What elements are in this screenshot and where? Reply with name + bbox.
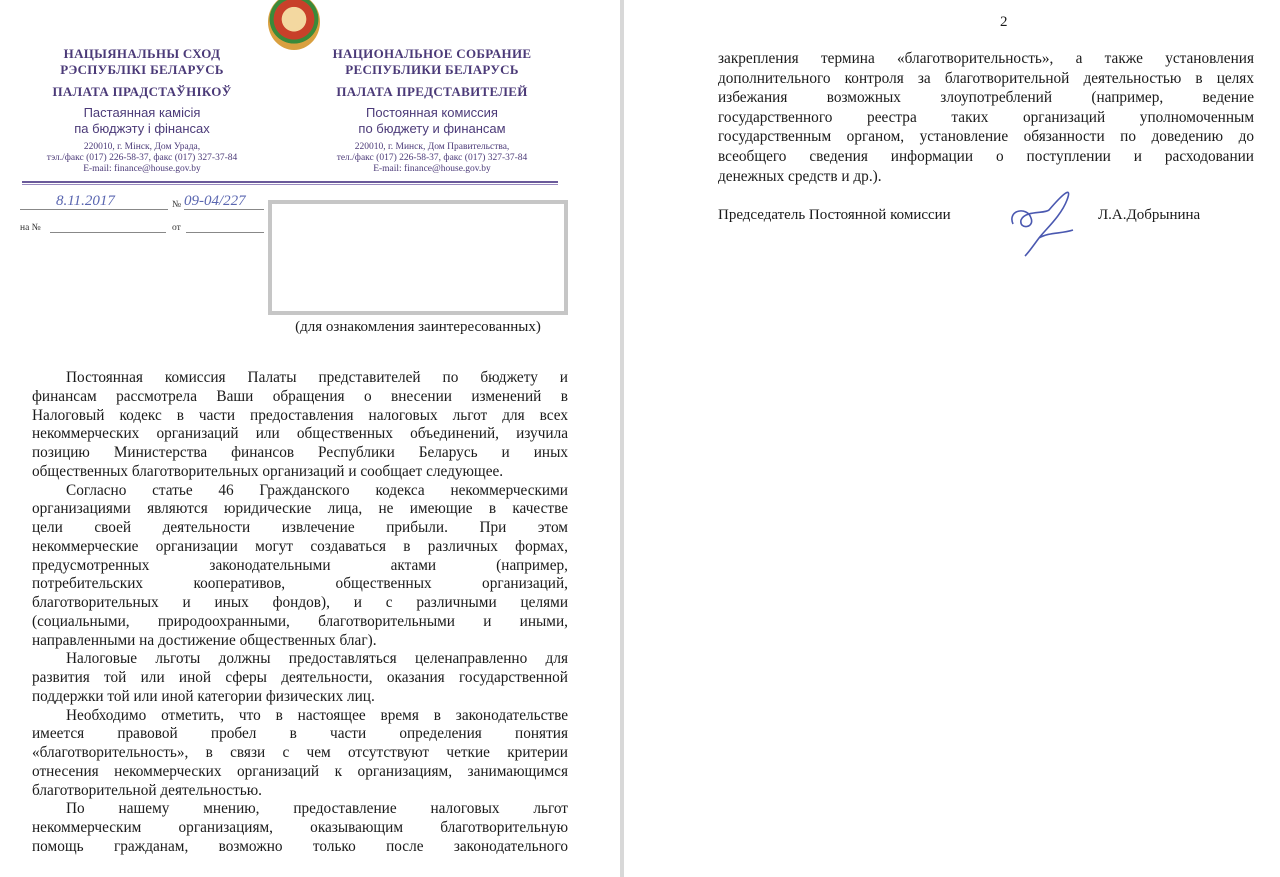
- org-name: НАЦЫЯНАЛЬНЫ СХОД: [63, 46, 221, 61]
- org-name: НАЦИОНАЛЬНОЕ СОБРАНИЕ: [332, 46, 532, 61]
- text-line: Налоговый кодекс в части предоставления налоговых льгот для всех: [32, 406, 568, 424]
- letterhead-left: [22, 46, 262, 175]
- text-line: По нашему мнению, предоставление налоговых льгот: [66, 800, 568, 818]
- number-label: №: [172, 200, 182, 210]
- address: 220010, г. Мінск, Дом Урада,: [83, 142, 201, 152]
- text-line: Необходимо отметить, что в настоящее время в законодательстве: [66, 706, 568, 724]
- text-line: благотворительной деятельностью.: [32, 781, 262, 799]
- email: E-mail: finance@house.gov.by: [373, 164, 491, 174]
- phone: тел./факс (017) 226-58-37, факс (017) 327-37-84: [336, 153, 528, 163]
- text-line: дополнительного контроля за благотворительной деятельностью в целях: [718, 69, 1254, 87]
- text-line: некоммерческих организаций или общественных объединений, изучила: [32, 425, 568, 443]
- text-line: позицию Министерства финансов Республики Беларусь и иных: [32, 444, 568, 461]
- text-line: Постоянная комиссия Палаты представителей по бюджету и: [66, 369, 568, 386]
- signatory-title: Председатель Постоянной комиссии: [718, 207, 951, 223]
- text-line: развития той или иной сферы деятельности, оказания государственной: [32, 669, 568, 686]
- redacted-recipient-box: [268, 200, 568, 315]
- text-line: потребительских кооперативов, общественных организаций,: [32, 575, 568, 593]
- text-line: отнесения некоммерческих организаций к организациям, занимающимся: [32, 762, 568, 780]
- text-line: некоммерческим организациям, оказывающим благотворительную: [32, 819, 568, 836]
- phone: тэл./факс (017) 226-58-37, факс (017) 327-37-84: [46, 153, 238, 163]
- text-line: избежания возможных злоупотреблений (например, ведение: [718, 89, 1254, 107]
- page-number: 2: [1000, 14, 1008, 30]
- committee-name: по бюджету и финансам: [358, 121, 506, 136]
- text-line: финансам рассмотрела Ваши обращения о внесении изменений в: [32, 387, 568, 405]
- reply-number-label: на №: [20, 223, 41, 233]
- letter-body-page-2: [718, 49, 1254, 186]
- signature-icon: [1005, 180, 1085, 260]
- text-line: государственного реестра таких организаций уполномоченным: [718, 108, 1254, 126]
- committee-name: Постоянная комиссия: [366, 105, 498, 120]
- recipient-caption: (для ознакомления заинтересованных): [295, 319, 541, 335]
- text-line: государственным органом, установление обязанности по доведению до: [718, 128, 1254, 146]
- text-line: некоммерческие организации могут создаваться в различных формах,: [32, 537, 568, 555]
- email: E-mail: finance@house.gov.by: [83, 164, 201, 174]
- org-name: РЭСПУБЛІКІ БЕЛАРУСЬ: [60, 62, 224, 77]
- text-line: цели своей деятельности извлечение прибыли. При этом: [32, 519, 568, 536]
- page-1: [0, 0, 620, 877]
- text-line: «благотворительность», в связи с чем отсутствуют четкие критерии: [32, 744, 568, 761]
- letterhead-right: [312, 46, 552, 175]
- text-line: денежных средств и др.).: [718, 167, 882, 185]
- text-line: закрепления термина «благотворительность», а также установления: [718, 50, 1254, 67]
- text-line: помощь гражданам, возможно только после законодательного: [32, 837, 568, 855]
- chamber-name: ПАЛАТА ПРЕДСТАВИТЕЛЕЙ: [336, 84, 528, 99]
- text-line: благотворительных и иных фондов), и с различными целями: [32, 594, 568, 611]
- letterhead-rule: [22, 181, 558, 185]
- committee-name: Пастаянная камісія: [83, 105, 201, 120]
- letter-body-page-1: [32, 369, 568, 857]
- text-line: Согласно статье 46 Гражданского кодекса некоммерческими: [66, 481, 568, 499]
- text-line: имеется правовой пробел в части определения понятия: [32, 725, 568, 743]
- reply-number-line: [50, 221, 166, 233]
- state-emblem-icon: [268, 0, 320, 50]
- committee-name: па бюджэту і фінансах: [74, 121, 210, 136]
- text-line: Налоговые льготы должны предоставляться целенаправленно для: [66, 650, 568, 668]
- text-line: направленными на достижение общественных благ).: [32, 631, 377, 649]
- outgoing-date: 8.11.2017: [56, 193, 115, 209]
- chamber-name: ПАЛАТА ПРАДСТАЎНІКОЎ: [52, 84, 232, 99]
- signatory-name: Л.А.Добрынина: [1098, 207, 1201, 223]
- text-line: поддержки той или иной категории физических лиц.: [32, 687, 375, 705]
- text-line: организациями являются юридические лица, не имеющие в качестве: [32, 500, 568, 518]
- address: 220010, г. Минск, Дом Правительства,: [354, 142, 510, 152]
- reply-date-line: [186, 221, 264, 233]
- text-line: всеобщего сведения информации о поступлении и расходовании: [718, 147, 1254, 165]
- reply-date-label: от: [172, 223, 181, 233]
- text-line: предусмотренных законодательными актами (например,: [32, 556, 568, 574]
- text-line: общественных благотворительных организаций и сообщает следующее.: [32, 462, 504, 480]
- org-name: РЕСПУБЛИКИ БЕЛАРУСЬ: [345, 62, 519, 77]
- text-line: (социальными, природоохранными, благотворительными и иными,: [32, 612, 568, 630]
- outgoing-number: 09-04/227: [184, 193, 246, 209]
